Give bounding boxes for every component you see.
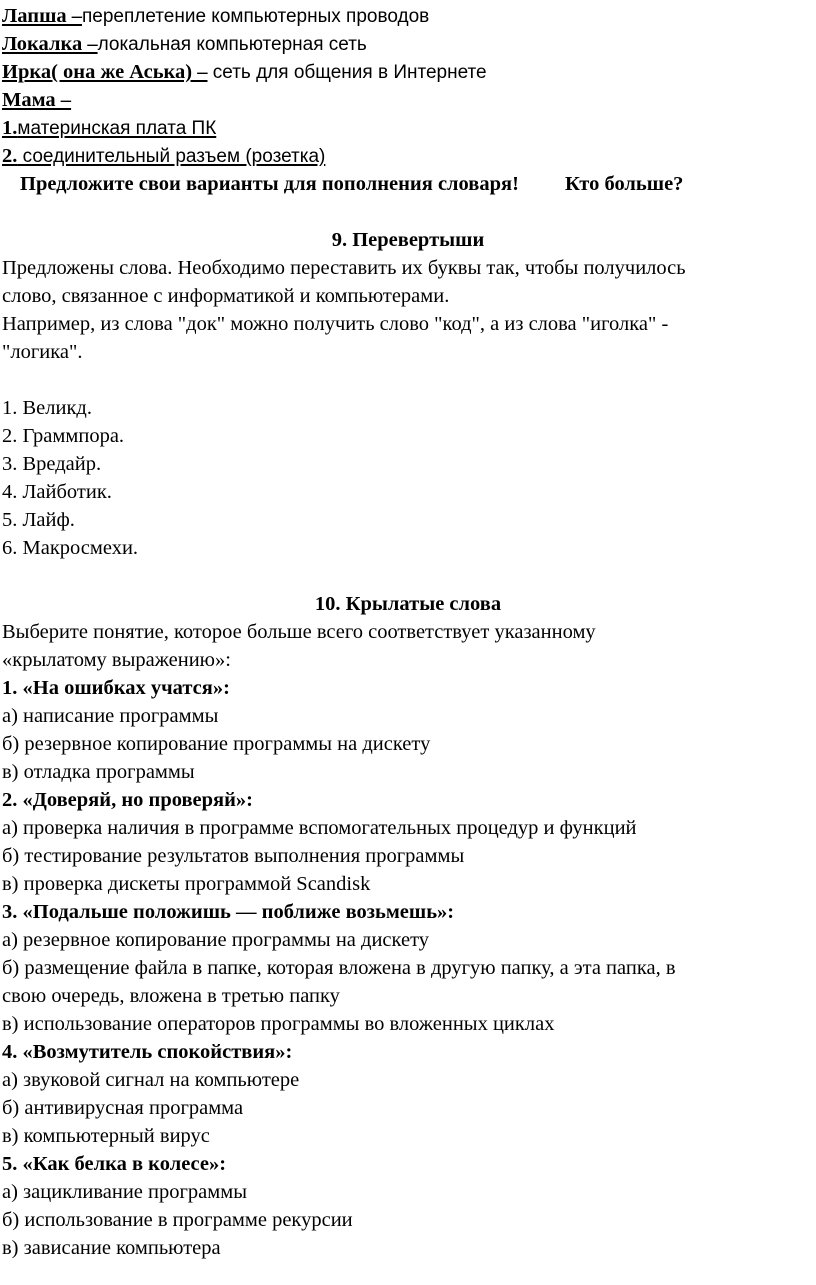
section9-title: 9. Перевертыши	[331, 229, 485, 251]
mama-meaning-2	[2, 144, 325, 169]
question-option: а) написание программы	[2, 705, 219, 727]
question-option: б) резервное копирование программы на дискету	[2, 733, 431, 755]
meaning-text: соединительный разъем (розетка)	[17, 146, 326, 167]
section9-intro-line: "логика".	[2, 341, 83, 363]
glossary-term: Лапша –	[2, 5, 82, 27]
question-option: б) использование в программе рекурсии	[2, 1209, 353, 1231]
meaning-text: материнская плата ПК	[17, 118, 217, 139]
question-option: в) зависание компьютера	[2, 1237, 221, 1259]
question-1: 1. «На ошибках учатся»:	[2, 677, 230, 699]
glossary-term: Мама –	[2, 89, 72, 111]
question-option: в) проверка дискеты программой Scandisk	[2, 873, 371, 895]
question-4: 4. «Возмутитель спокойствия»:	[2, 1041, 293, 1063]
anagram-word: 2. Граммпора.	[2, 425, 125, 447]
section10-intro-line: «крылатому выражению»:	[2, 649, 231, 671]
section9-intro-line: Предложены слова. Необходимо переставить их буквы так, чтобы получилось	[2, 257, 686, 279]
section9-intro-line: слово, связанное с информатикой и компьютерами.	[2, 285, 450, 307]
glossary-entry-lapsha	[2, 4, 429, 29]
call-to-action-text: Предложите свои варианты для пополнения словаря!	[20, 173, 519, 195]
glossary-definition: сеть для общения в Интернете	[207, 62, 487, 83]
question-option: б) размещение файла в папке, которая вложена в другую папку, а эта папка, в	[2, 957, 676, 979]
question-2: 2. «Доверяй, но проверяй»:	[2, 789, 254, 811]
section10-intro-line: Выберите понятие, которое больше всего соответствует указанному	[2, 621, 596, 643]
glossary-term: Локалка –	[2, 33, 98, 55]
anagram-word: 4. Лайботик.	[2, 481, 112, 503]
question-option: б) антивирусная программа	[2, 1097, 244, 1119]
question-option: в) отладка программы	[2, 761, 195, 783]
question-5: 5. «Как белка в колесе»:	[2, 1153, 227, 1175]
question-option: в) использование операторов программы во вложенных циклах	[2, 1013, 555, 1035]
question-option: а) резервное копирование программы на дискету	[2, 929, 430, 951]
question-option: свою очередь, вложена в третью папку	[2, 985, 340, 1007]
section9-intro-line: Например, из слова "док" можно получить слово "код", а из слова "иголка" -	[2, 313, 669, 335]
question-option: б) тестирование результатов выполнения программы	[2, 845, 465, 867]
question-3: 3. «Подальше положишь — поближе возьмешь»:	[2, 901, 455, 923]
question-option: а) зацикливание программы	[2, 1181, 247, 1203]
mama-meaning-1	[2, 116, 216, 141]
glossary-definition: локальная компьютерная сеть	[97, 34, 367, 55]
glossary-entry-lokalka	[2, 32, 367, 57]
glossary-entry-irka	[2, 60, 487, 85]
anagram-word: 1. Великд.	[2, 397, 92, 419]
anagram-word: 5. Лайф.	[2, 509, 75, 531]
meaning-number: 2.	[2, 145, 18, 167]
glossary-term: Ирка( она же Аська) –	[2, 61, 208, 83]
anagram-word: 6. Макросмехи.	[2, 537, 139, 559]
anagram-word: 3. Вредайр.	[2, 453, 102, 475]
glossary-definition: переплетение компьютерных проводов	[82, 6, 430, 27]
section10-title: 10. Крылатые слова	[314, 593, 502, 615]
glossary-entry-mama	[2, 88, 71, 113]
meaning-number: 1.	[2, 117, 18, 139]
call-to-action-extra: Кто больше?	[564, 173, 684, 195]
question-option: в) компьютерный вирус	[2, 1125, 210, 1147]
question-option: а) звуковой сигнал на компьютере	[2, 1069, 300, 1091]
question-option: а) проверка наличия в программе вспомогательных процедур и функций	[2, 817, 637, 839]
call-to-action	[20, 172, 683, 196]
